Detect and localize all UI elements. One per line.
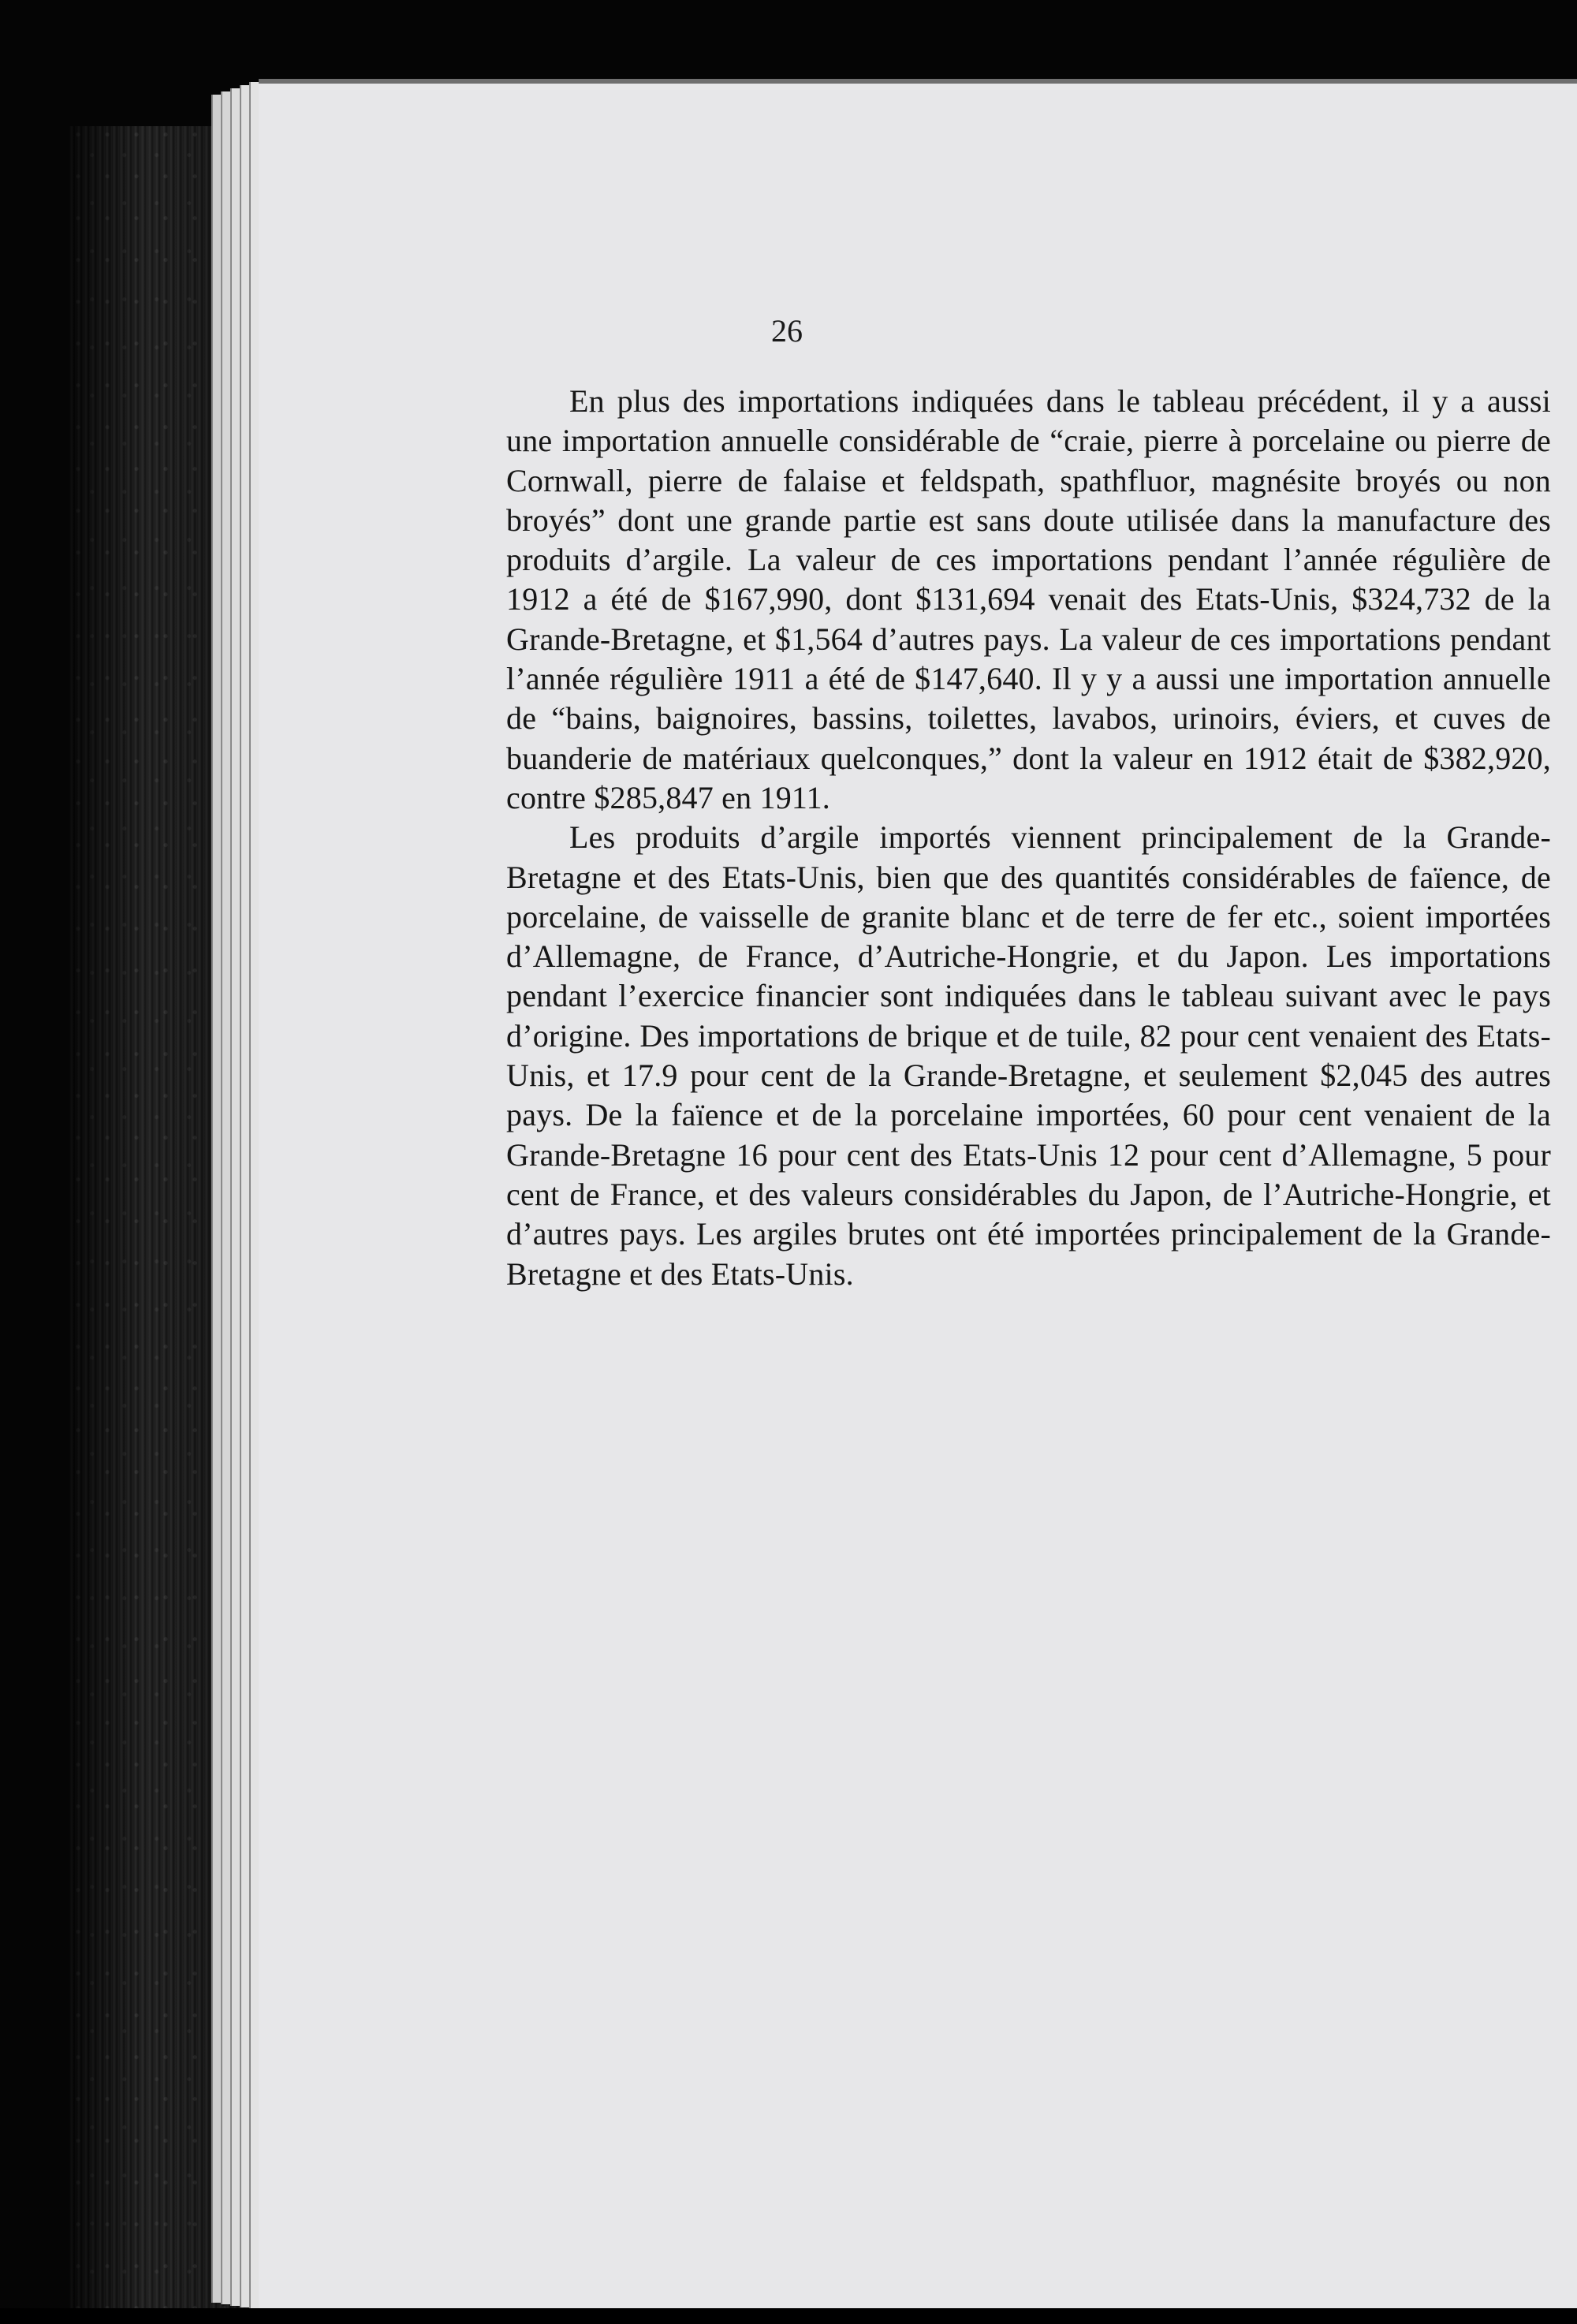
paragraph-2: Les produits d’argile importés viennent principalement de la Grande-Bretagne et des Etats-Unis, bien que des quantités considérables de faïence, de porcelaine, de vaisselle de granite blanc et de terre de fer etc., soient importées d’Allemagne, de France, d’Autriche-Hongrie, et du Japon. Les importations pendant l’exercice financier sont indiquées dans le tableau suivant avec le pays d’origine. Des importations de brique et de tuile, 82 pour cent venaient des Etats-Unis, et 17.9 pour cent de la Grande-Bretagne, et seulement $2,045 des autres pays. De la faïence et de la porcelaine importées, 60 pour cent venaient de la Grande-Bretagne 16 pour cent des Etats-Unis 12 pour cent d’Allemagne, 5 pour cent de France, et des valeurs considérables du Japon, de l’Autriche-Hongrie, et d’autres pays. Les argiles brutes ont été importées principalement de la Grande-Bretagne et des Etats-Unis. [506, 819, 1551, 1292]
page-number: 26 [771, 313, 803, 349]
document-page [259, 79, 1577, 2311]
paragraph-1: En plus des importations indiquées dans le tableau précédent, il y a aussi une importation annuelle considérable de “craie, pierre à porcelaine ou pierre de Cornwall, pierre de falaise et feldspath, spathfluor, magnésite broyés ou non broyés” dont une grande partie est sans doute utilisée dans la manufacture des produits d’argile. La valeur de ces importations pendant l’année régulière de 1912 a été de $167,990, dont $131,694 venait des Etats-Unis, $324,732 de la Grande-Bretagne, et $1,564 d’autres pays. La valeur de ces importations pendant l’année régulière 1911 a été de $147,640. Il y y a aussi une importation annuelle de “bains, baignoires, bassins, toilettes, lavabos, urinoirs, éviers, et cuves de buanderie de matériaux quelconques,” dont la valeur en 1912 était de $382,920, contre $285,847 en 1911. [506, 383, 1551, 815]
body-text [506, 382, 1551, 1294]
scan-bottom-border [0, 2308, 1577, 2324]
